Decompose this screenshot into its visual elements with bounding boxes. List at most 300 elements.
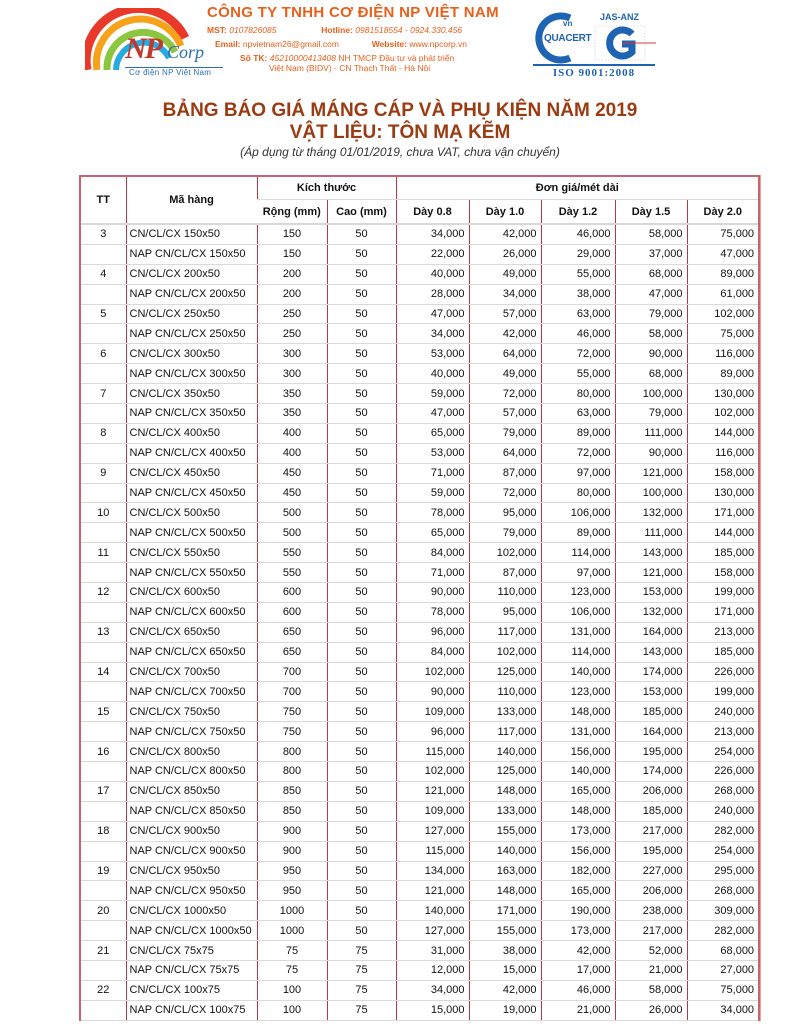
row-width: 550 <box>257 543 327 563</box>
row-width: 250 <box>257 324 327 344</box>
row-price-1-5: 195,000 <box>615 841 687 861</box>
row-price-2-0: 226,000 <box>687 762 758 782</box>
row-price-1-0: 49,000 <box>469 264 541 284</box>
row-price-1-0: 155,000 <box>469 921 541 941</box>
table-row <box>81 244 758 264</box>
header-thickness-1-0: Dày 1.0 <box>469 200 541 225</box>
header-height: Cao (mm) <box>327 200 396 225</box>
row-code: NAP CN/CL/CX 450x50 <box>126 483 257 503</box>
row-tt <box>81 523 126 543</box>
row-width: 150 <box>257 244 327 264</box>
company-logo <box>85 8 225 76</box>
row-code: NAP CN/CL/CX 350x50 <box>126 404 257 424</box>
row-code: NAP CN/CL/CX 750x50 <box>126 722 257 742</box>
row-price-2-0: 268,000 <box>687 781 758 801</box>
row-height: 75 <box>327 941 396 961</box>
table-row <box>81 960 758 980</box>
row-price-2-0: 102,000 <box>687 304 758 324</box>
row-price-1-2: 114,000 <box>541 543 615 563</box>
row-height: 50 <box>327 423 396 443</box>
row-price-2-0: 213,000 <box>687 722 758 742</box>
row-price-1-5: 90,000 <box>615 344 687 364</box>
table-row <box>81 901 758 921</box>
row-price-1-2: 89,000 <box>541 523 615 543</box>
row-tt <box>81 801 126 821</box>
row-price-2-0: 309,000 <box>687 901 758 921</box>
row-code: CN/CL/CX 850x50 <box>126 781 257 801</box>
table-row <box>81 324 758 344</box>
row-price-0-8: 84,000 <box>396 543 469 563</box>
row-height: 50 <box>327 264 396 284</box>
price-table <box>81 177 758 1021</box>
row-height: 50 <box>327 722 396 742</box>
row-height: 50 <box>327 244 396 264</box>
row-height: 50 <box>327 781 396 801</box>
table-row <box>81 523 758 543</box>
row-tt <box>81 881 126 901</box>
row-code: NAP CN/CL/CX 950x50 <box>126 881 257 901</box>
email-value[interactable]: npvietnam26@gmail.com <box>242 39 339 49</box>
account-value: 45210000413408 <box>269 53 336 63</box>
row-price-2-0: 61,000 <box>687 284 758 304</box>
row-price-1-0: 19,000 <box>469 1000 541 1020</box>
row-price-1-2: 123,000 <box>541 682 615 702</box>
mst-label: MST: <box>207 25 227 35</box>
table-row <box>81 921 758 941</box>
row-price-1-0: 87,000 <box>469 463 541 483</box>
row-width: 800 <box>257 762 327 782</box>
row-price-1-5: 217,000 <box>615 821 687 841</box>
certifier-label: QUACERT <box>544 33 592 44</box>
row-height: 75 <box>327 960 396 980</box>
row-price-1-5: 21,000 <box>615 960 687 980</box>
row-price-0-8: 65,000 <box>396 523 469 543</box>
table-row <box>81 304 758 324</box>
row-tt: 5 <box>81 304 126 324</box>
row-height: 50 <box>327 762 396 782</box>
row-price-1-0: 26,000 <box>469 244 541 264</box>
row-width: 700 <box>257 662 327 682</box>
row-tt <box>81 841 126 861</box>
row-price-0-8: 115,000 <box>396 841 469 861</box>
row-price-1-0: 117,000 <box>469 622 541 642</box>
row-code: NAP CN/CL/CX 800x50 <box>126 762 257 782</box>
row-code: NAP CN/CL/CX 650x50 <box>126 642 257 662</box>
row-price-1-0: 125,000 <box>469 662 541 682</box>
row-code: CN/CL/CX 75x75 <box>126 941 257 961</box>
row-price-0-8: 115,000 <box>396 742 469 762</box>
row-height: 50 <box>327 324 396 344</box>
header-tt: TT <box>81 177 126 224</box>
row-tt: 3 <box>81 224 126 244</box>
row-tt: 6 <box>81 344 126 364</box>
document-subtitle: (Áp dụng từ tháng 01/01/2019, chưa VAT, chưa vận chuyển) <box>240 145 560 159</box>
row-price-2-0: 240,000 <box>687 801 758 821</box>
row-code: NAP CN/CL/CX 700x50 <box>126 682 257 702</box>
row-price-2-0: 254,000 <box>687 742 758 762</box>
accreditor-label: JAS-ANZ <box>600 12 640 22</box>
row-width: 200 <box>257 264 327 284</box>
row-width: 700 <box>257 682 327 702</box>
row-price-0-8: 12,000 <box>396 960 469 980</box>
account-label: Số TK: <box>240 53 268 63</box>
website-value[interactable]: www.npcorp.vn <box>409 39 467 49</box>
row-price-1-2: 29,000 <box>541 244 615 264</box>
row-code: CN/CL/CX 650x50 <box>126 622 257 642</box>
row-height: 50 <box>327 563 396 583</box>
row-width: 850 <box>257 801 327 821</box>
row-price-2-0: 47,000 <box>687 244 758 264</box>
row-price-1-2: 63,000 <box>541 404 615 424</box>
table-row <box>81 443 758 463</box>
row-price-0-8: 34,000 <box>396 224 469 244</box>
row-price-0-8: 121,000 <box>396 881 469 901</box>
row-width: 300 <box>257 364 327 384</box>
row-price-1-0: 133,000 <box>469 801 541 821</box>
table-row <box>81 264 758 284</box>
row-price-1-0: 155,000 <box>469 821 541 841</box>
row-height: 50 <box>327 821 396 841</box>
table-row <box>81 941 758 961</box>
row-price-1-5: 47,000 <box>615 284 687 304</box>
row-code: NAP CN/CL/CX 100x75 <box>126 1000 257 1020</box>
row-height: 50 <box>327 662 396 682</box>
row-price-1-5: 164,000 <box>615 722 687 742</box>
table-row <box>81 563 758 583</box>
row-price-2-0: 158,000 <box>687 463 758 483</box>
row-price-1-2: 38,000 <box>541 284 615 304</box>
header-thickness-1-5: Dày 1.5 <box>615 200 687 225</box>
document-title: BẢNG BÁO GIÁ MÁNG CÁP VÀ PHỤ KIỆN NĂM 2019 <box>162 100 638 121</box>
row-price-1-0: 72,000 <box>469 384 541 404</box>
row-price-1-5: 79,000 <box>615 404 687 424</box>
row-price-1-5: 143,000 <box>615 543 687 563</box>
table-row <box>81 622 758 642</box>
row-tt <box>81 324 126 344</box>
row-price-2-0: 226,000 <box>687 662 758 682</box>
row-price-2-0: 116,000 <box>687 344 758 364</box>
row-code: NAP CN/CL/CX 850x50 <box>126 801 257 821</box>
row-price-1-5: 37,000 <box>615 244 687 264</box>
row-tt: 9 <box>81 463 126 483</box>
row-price-1-2: 89,000 <box>541 423 615 443</box>
row-tt <box>81 483 126 503</box>
row-price-1-2: 173,000 <box>541 921 615 941</box>
row-width: 300 <box>257 344 327 364</box>
row-width: 150 <box>257 224 327 244</box>
row-price-2-0: 199,000 <box>687 682 758 702</box>
row-price-1-0: 110,000 <box>469 583 541 603</box>
row-price-1-0: 95,000 <box>469 602 541 622</box>
row-price-1-2: 80,000 <box>541 483 615 503</box>
row-price-0-8: 134,000 <box>396 861 469 881</box>
iso-standard-label: ISO 9001:2008 <box>533 64 655 79</box>
row-price-1-5: 111,000 <box>615 523 687 543</box>
row-code: NAP CN/CL/CX 75x75 <box>126 960 257 980</box>
row-height: 50 <box>327 921 396 941</box>
row-tt: 12 <box>81 583 126 603</box>
table-row <box>81 1000 758 1020</box>
row-price-0-8: 47,000 <box>396 404 469 424</box>
table-row <box>81 404 758 424</box>
row-tt: 13 <box>81 622 126 642</box>
row-width: 850 <box>257 781 327 801</box>
row-price-2-0: 171,000 <box>687 602 758 622</box>
row-tt: 10 <box>81 503 126 523</box>
row-height: 50 <box>327 463 396 483</box>
logo-brand-suffix: Corp <box>167 42 205 62</box>
row-height: 50 <box>327 881 396 901</box>
row-tt: 15 <box>81 702 126 722</box>
row-height: 50 <box>327 404 396 424</box>
row-price-0-8: 90,000 <box>396 682 469 702</box>
row-price-1-0: 64,000 <box>469 344 541 364</box>
row-price-1-5: 132,000 <box>615 503 687 523</box>
row-price-1-5: 195,000 <box>615 742 687 762</box>
row-tt <box>81 921 126 941</box>
row-tt <box>81 563 126 583</box>
row-code: NAP CN/CL/CX 150x50 <box>126 244 257 264</box>
bank-line-1: NH TMCP Đầu tư và phát triển <box>338 53 455 63</box>
row-tt <box>81 1000 126 1020</box>
row-price-0-8: 84,000 <box>396 642 469 662</box>
row-tt <box>81 284 126 304</box>
row-price-1-2: 80,000 <box>541 384 615 404</box>
row-price-1-0: 102,000 <box>469 543 541 563</box>
row-price-1-5: 217,000 <box>615 921 687 941</box>
row-price-1-0: 140,000 <box>469 841 541 861</box>
row-code: CN/CL/CX 300x50 <box>126 344 257 364</box>
row-price-1-5: 206,000 <box>615 881 687 901</box>
row-price-1-5: 100,000 <box>615 483 687 503</box>
company-line-tax <box>207 25 499 35</box>
row-price-1-5: 153,000 <box>615 583 687 603</box>
row-code: NAP CN/CL/CX 500x50 <box>126 523 257 543</box>
row-price-1-0: 15,000 <box>469 960 541 980</box>
row-price-1-5: 90,000 <box>615 443 687 463</box>
row-price-1-5: 227,000 <box>615 861 687 881</box>
row-price-0-8: 40,000 <box>396 364 469 384</box>
table-row <box>81 821 758 841</box>
table-row <box>81 503 758 523</box>
price-table-container <box>79 175 760 1021</box>
row-price-0-8: 127,000 <box>396 921 469 941</box>
row-price-1-0: 57,000 <box>469 304 541 324</box>
row-price-0-8: 22,000 <box>396 244 469 264</box>
header-thickness-2-0: Dày 2.0 <box>687 200 758 225</box>
row-price-1-5: 68,000 <box>615 364 687 384</box>
row-width: 350 <box>257 384 327 404</box>
logo-tagline: Cơ điện NP Việt Nam <box>129 68 212 77</box>
email-label: Email: <box>215 39 241 49</box>
row-height: 75 <box>327 1000 396 1020</box>
row-price-2-0: 282,000 <box>687 821 758 841</box>
row-price-1-2: 55,000 <box>541 364 615 384</box>
row-price-1-5: 121,000 <box>615 563 687 583</box>
row-price-0-8: 34,000 <box>396 324 469 344</box>
row-price-1-2: 190,000 <box>541 901 615 921</box>
row-price-1-2: 140,000 <box>541 662 615 682</box>
table-row <box>81 762 758 782</box>
row-price-1-0: 87,000 <box>469 563 541 583</box>
table-row <box>81 722 758 742</box>
table-row <box>81 682 758 702</box>
table-row <box>81 742 758 762</box>
row-price-2-0: 240,000 <box>687 702 758 722</box>
row-tt: 7 <box>81 384 126 404</box>
row-price-0-8: 127,000 <box>396 821 469 841</box>
row-height: 50 <box>327 801 396 821</box>
company-info <box>205 4 499 73</box>
row-width: 1000 <box>257 901 327 921</box>
row-price-1-2: 148,000 <box>541 702 615 722</box>
row-price-2-0: 268,000 <box>687 881 758 901</box>
row-height: 50 <box>327 583 396 603</box>
row-price-1-2: 97,000 <box>541 463 615 483</box>
row-price-1-2: 123,000 <box>541 583 615 603</box>
row-code: NAP CN/CL/CX 550x50 <box>126 563 257 583</box>
row-code: CN/CL/CX 550x50 <box>126 543 257 563</box>
table-row <box>81 642 758 662</box>
row-price-2-0: 185,000 <box>687 543 758 563</box>
row-tt: 18 <box>81 821 126 841</box>
row-price-0-8: 96,000 <box>396 622 469 642</box>
table-row <box>81 841 758 861</box>
table-row <box>81 364 758 384</box>
row-height: 50 <box>327 622 396 642</box>
row-price-2-0: 171,000 <box>687 503 758 523</box>
row-width: 600 <box>257 583 327 603</box>
row-price-2-0: 199,000 <box>687 583 758 603</box>
row-height: 50 <box>327 503 396 523</box>
row-price-1-2: 156,000 <box>541 841 615 861</box>
row-price-2-0: 295,000 <box>687 861 758 881</box>
row-price-1-5: 174,000 <box>615 662 687 682</box>
row-width: 350 <box>257 404 327 424</box>
row-price-1-2: 106,000 <box>541 602 615 622</box>
row-price-1-0: 133,000 <box>469 702 541 722</box>
row-width: 950 <box>257 861 327 881</box>
row-height: 50 <box>327 602 396 622</box>
row-price-2-0: 158,000 <box>687 563 758 583</box>
header-thickness-1-2: Dày 1.2 <box>541 200 615 225</box>
row-price-1-2: 131,000 <box>541 722 615 742</box>
row-price-2-0: 185,000 <box>687 642 758 662</box>
header-dimensions-group: Kích thước <box>257 177 396 200</box>
row-width: 75 <box>257 960 327 980</box>
row-price-2-0: 75,000 <box>687 324 758 344</box>
row-price-1-5: 174,000 <box>615 762 687 782</box>
row-price-1-2: 17,000 <box>541 960 615 980</box>
row-price-1-0: 125,000 <box>469 762 541 782</box>
row-price-1-0: 42,000 <box>469 324 541 344</box>
row-price-0-8: 140,000 <box>396 901 469 921</box>
row-height: 50 <box>327 384 396 404</box>
row-price-1-0: 72,000 <box>469 483 541 503</box>
row-price-1-0: 148,000 <box>469 881 541 901</box>
row-width: 450 <box>257 463 327 483</box>
hotline-value: 0981518554 - 0924.330.456 <box>355 25 463 35</box>
table-row <box>81 801 758 821</box>
row-price-2-0: 116,000 <box>687 443 758 463</box>
header-price-group: Đơn giá/mét dài <box>396 177 758 200</box>
row-price-2-0: 213,000 <box>687 622 758 642</box>
table-row <box>81 781 758 801</box>
row-price-2-0: 254,000 <box>687 841 758 861</box>
row-price-1-0: 163,000 <box>469 861 541 881</box>
hotline-label: Hotline: <box>321 25 353 35</box>
row-code: CN/CL/CX 500x50 <box>126 503 257 523</box>
row-code: CN/CL/CX 600x50 <box>126 583 257 603</box>
row-price-1-5: 143,000 <box>615 642 687 662</box>
row-height: 50 <box>327 901 396 921</box>
row-price-1-2: 165,000 <box>541 881 615 901</box>
row-width: 550 <box>257 563 327 583</box>
row-code: CN/CL/CX 250x50 <box>126 304 257 324</box>
row-price-0-8: 71,000 <box>396 463 469 483</box>
table-row <box>81 284 758 304</box>
row-height: 50 <box>327 543 396 563</box>
bank-line-2: Việt Nam (BIDV) - CN Thạch Thất - Hà Nội <box>269 63 431 73</box>
row-code: CN/CL/CX 200x50 <box>126 264 257 284</box>
header-code: Mã hàng <box>126 177 257 224</box>
row-height: 50 <box>327 284 396 304</box>
row-price-0-8: 47,000 <box>396 304 469 324</box>
iso-certification-badge <box>530 12 660 77</box>
row-price-1-2: 46,000 <box>541 224 615 244</box>
row-price-2-0: 130,000 <box>687 483 758 503</box>
row-height: 50 <box>327 682 396 702</box>
row-price-1-5: 132,000 <box>615 602 687 622</box>
row-price-1-0: 49,000 <box>469 364 541 384</box>
row-width: 950 <box>257 881 327 901</box>
row-width: 1000 <box>257 921 327 941</box>
row-price-2-0: 89,000 <box>687 264 758 284</box>
row-price-1-0: 34,000 <box>469 284 541 304</box>
row-price-1-2: 55,000 <box>541 264 615 284</box>
row-tt <box>81 443 126 463</box>
row-code: CN/CL/CX 700x50 <box>126 662 257 682</box>
row-price-1-5: 26,000 <box>615 1000 687 1020</box>
row-price-0-8: 40,000 <box>396 264 469 284</box>
row-code: CN/CL/CX 900x50 <box>126 821 257 841</box>
row-price-1-2: 156,000 <box>541 742 615 762</box>
row-width: 900 <box>257 821 327 841</box>
row-width: 400 <box>257 443 327 463</box>
row-price-0-8: 53,000 <box>396 344 469 364</box>
company-line-bank <box>240 53 499 73</box>
row-tt: 20 <box>81 901 126 921</box>
row-code: CN/CL/CX 450x50 <box>126 463 257 483</box>
letterhead <box>0 0 800 90</box>
row-code: NAP CN/CL/CX 200x50 <box>126 284 257 304</box>
table-row <box>81 423 758 443</box>
row-tt <box>81 722 126 742</box>
row-price-0-8: 59,000 <box>396 384 469 404</box>
row-price-0-8: 15,000 <box>396 1000 469 1020</box>
row-price-1-0: 140,000 <box>469 742 541 762</box>
row-price-1-5: 185,000 <box>615 702 687 722</box>
row-price-1-2: 63,000 <box>541 304 615 324</box>
row-tt <box>81 244 126 264</box>
row-width: 200 <box>257 284 327 304</box>
row-price-2-0: 34,000 <box>687 1000 758 1020</box>
row-price-0-8: 90,000 <box>396 583 469 603</box>
row-tt: 14 <box>81 662 126 682</box>
row-tt: 19 <box>81 861 126 881</box>
table-row <box>81 483 758 503</box>
row-width: 900 <box>257 841 327 861</box>
